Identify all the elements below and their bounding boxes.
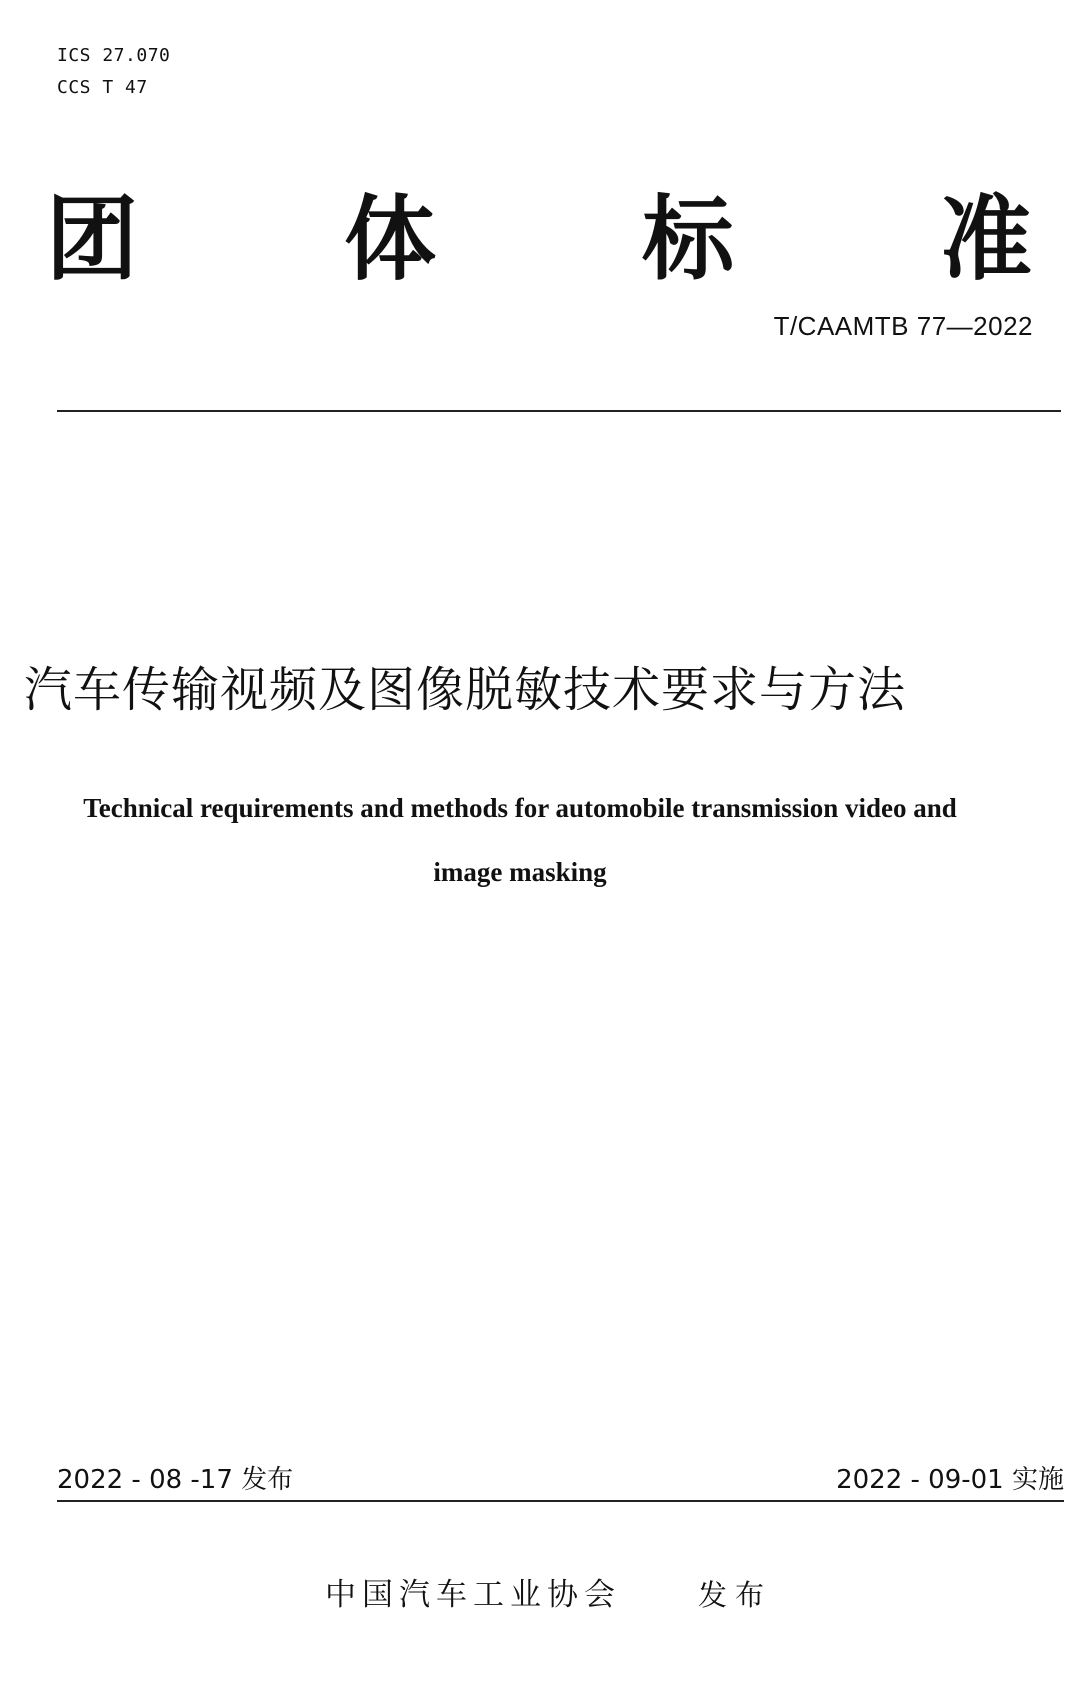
english-title-line-1: Technical requirements and methods for automobile transmission video and [83, 793, 957, 823]
standard-type-char: 体 [344, 186, 437, 293]
bottom-divider [57, 1500, 1064, 1502]
standard-type-char: 准 [940, 186, 1033, 293]
english-title [20, 776, 1020, 904]
ccs-code: CCS T 47 [57, 77, 148, 98]
chinese-title: 汽车传输视频及图像脱敏技术要求与方法 [24, 662, 907, 718]
implementation-date: 2022 - 09-01 实施 [836, 1465, 1064, 1495]
publisher-action: 发布 [698, 1578, 773, 1612]
standard-number: T/CAAMTB 77—2022 [773, 311, 1033, 341]
standard-type-heading [46, 185, 1033, 295]
standard-type-char: 标 [642, 186, 735, 293]
top-divider [57, 410, 1061, 412]
ics-code: ICS 27.070 [57, 45, 171, 66]
classification-codes [57, 40, 170, 104]
publisher-name: 中国汽车工业协会 [325, 1577, 621, 1613]
release-date: 2022 - 08 -17 发布 [57, 1465, 294, 1495]
english-title-line-2: image masking [433, 857, 607, 887]
standard-type-char: 团 [46, 186, 139, 293]
